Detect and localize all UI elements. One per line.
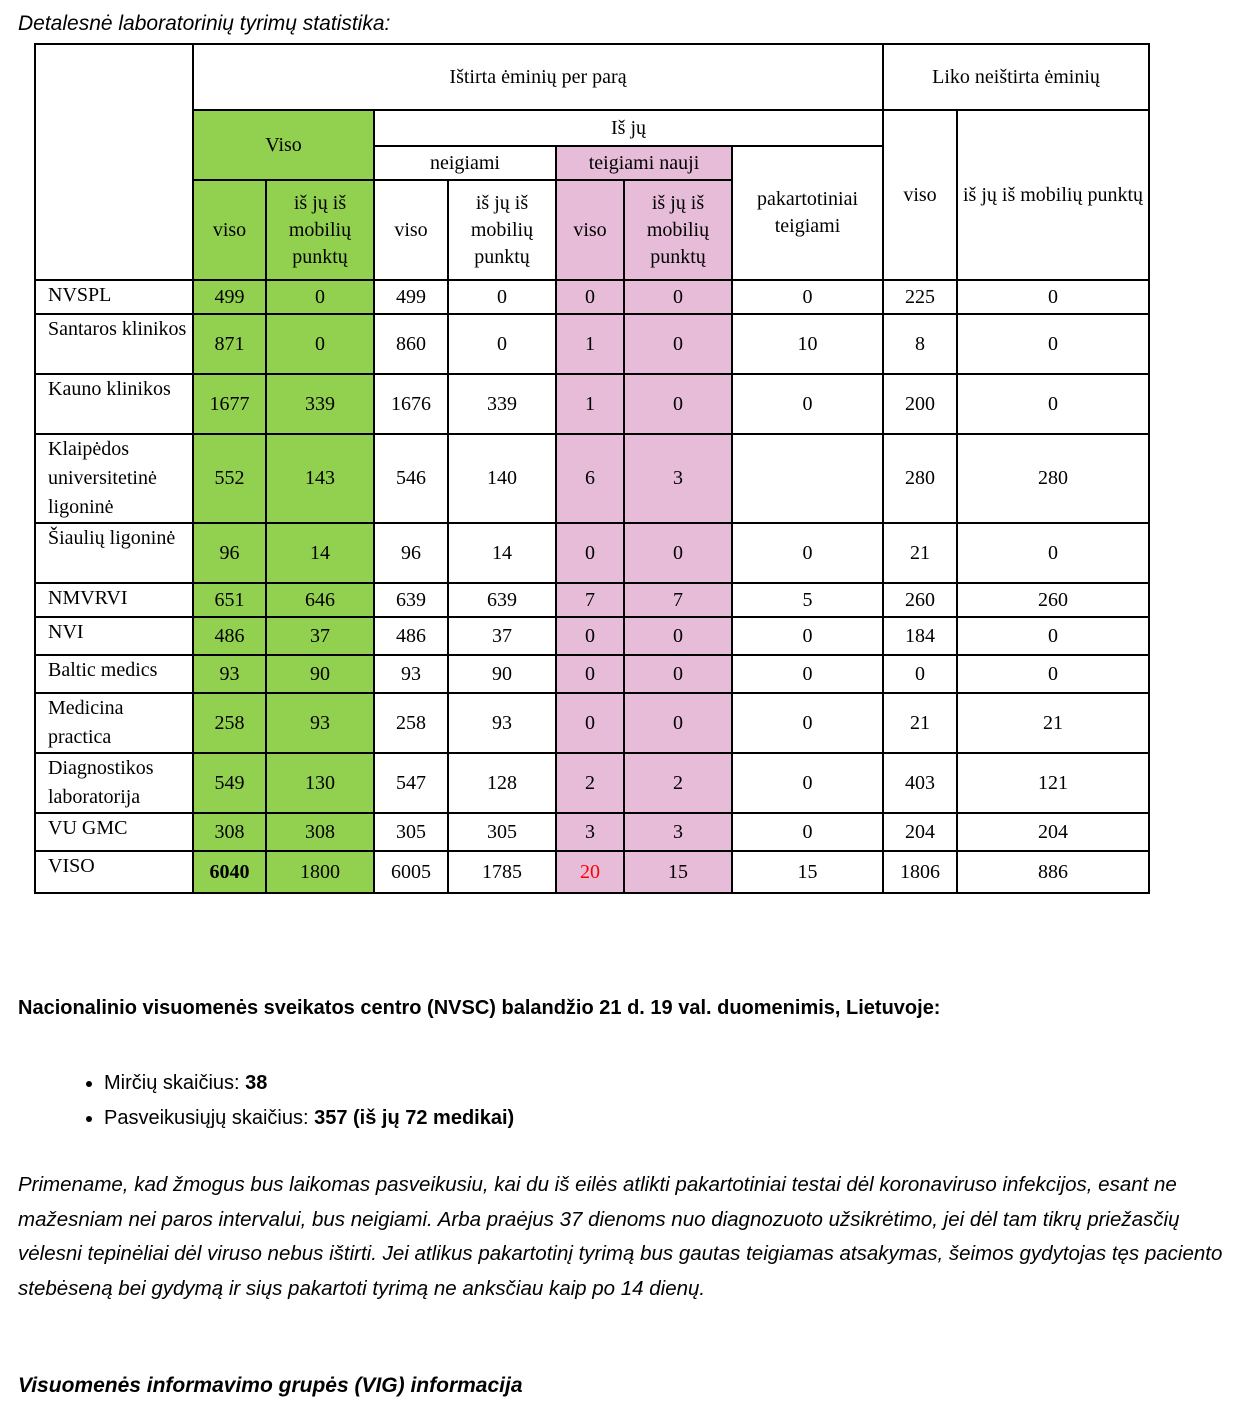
cell-repeat: 0 [732, 813, 883, 851]
cell-repeat: 0 [732, 753, 883, 813]
cell-total: 499 [193, 280, 266, 314]
cell-total-mobile: 14 [266, 523, 374, 583]
cell-pos: 7 [556, 583, 624, 617]
cell-pos-mobile: 0 [624, 280, 732, 314]
cell-rem-mobile: 0 [957, 314, 1149, 374]
table-row [35, 655, 1149, 693]
cell-repeat: 0 [732, 655, 883, 693]
cell-rem-mobile: 260 [957, 583, 1149, 617]
cell-rem: 200 [883, 374, 957, 434]
cell-repeat: 5 [732, 583, 883, 617]
cell-total-mobile: 143 [266, 434, 374, 523]
table-caption: Detalesnė laboratorinių tyrimų statistika: [18, 12, 391, 35]
cell-neg-mobile: 1785 [448, 851, 556, 893]
lab-name-cell: VISO [35, 851, 193, 893]
cell-repeat: 0 [732, 523, 883, 583]
cell-neg-mobile: 14 [448, 523, 556, 583]
cell-rem: 1806 [883, 851, 957, 893]
cell-pos: 0 [556, 280, 624, 314]
cell-repeat: 0 [732, 374, 883, 434]
cell-total: 6040 [193, 851, 266, 893]
header-total-group: Viso [193, 110, 374, 180]
lab-name-cell: Kauno klinikos [35, 374, 193, 434]
cell-pos: 6 [556, 434, 624, 523]
lab-name-cell: Medicina practica [35, 693, 193, 753]
cell-repeat: 0 [732, 280, 883, 314]
cell-rem: 260 [883, 583, 957, 617]
list-item-deaths [104, 1066, 514, 1101]
table-row [35, 523, 1149, 583]
lab-name-cell: Baltic medics [35, 655, 193, 693]
cell-rem-mobile: 21 [957, 693, 1149, 753]
cell-rem-mobile: 0 [957, 374, 1149, 434]
cell-neg-mobile: 639 [448, 583, 556, 617]
cell-total: 1677 [193, 374, 266, 434]
cell-rem-mobile: 0 [957, 280, 1149, 314]
cell-pos-mobile: 15 [624, 851, 732, 893]
cell-total-mobile: 0 [266, 314, 374, 374]
header-positive-total: viso [556, 180, 624, 280]
recovery-note: Primename, kad žmogus bus laikomas pasveikusiu, kai du iš eilės atlikti pakartotiniai testai dėl koronaviruso infekcijos, esant ne mažesniam nei paros intervalui, bus neigiami. Arba praėjus 37 dienoms nuo diagnozuoto užsikrėtimo, jei dėl tam tikrų priežasčių vėlesni tepinėliai dėl viruso nebus ištirti. Jei atlikus pakartotinį tyrimą bus gautas teigiamas atsakymas, šeimos gydytojas tęs paciento stebėseną bei gydymą ir siųs pakartoti tyrimą ne anksčiau kaip po 14 dienų. [18, 1173, 1223, 1300]
nvsc-heading: Nacionalinio visuomenės sveikatos centro (NVSC) balandžio 21 d. 19 val. duomenimis, Lietuvoje: [18, 997, 941, 1019]
cell-repeat: 0 [732, 617, 883, 655]
table-row [35, 374, 1149, 434]
cell-pos: 0 [556, 523, 624, 583]
nvsc-stats-list [58, 1066, 514, 1136]
cell-total: 486 [193, 617, 266, 655]
cell-rem-mobile: 0 [957, 655, 1149, 693]
cell-neg: 1676 [374, 374, 448, 434]
cell-rem-mobile: 280 [957, 434, 1149, 523]
cell-total: 96 [193, 523, 266, 583]
cell-pos-mobile: 0 [624, 617, 732, 655]
header-repeat-positive: pakartotiniai teigiami [732, 146, 883, 280]
cell-rem: 225 [883, 280, 957, 314]
cell-pos-mobile: 0 [624, 314, 732, 374]
cell-neg-mobile: 90 [448, 655, 556, 693]
header-remaining-untested: Liko neištirta ėminių [883, 44, 1149, 110]
stat-label: Pasveikusiųjų skaičius: [104, 1107, 315, 1129]
cell-total-mobile: 130 [266, 753, 374, 813]
cell-total-mobile: 0 [266, 280, 374, 314]
cell-neg-mobile: 339 [448, 374, 556, 434]
cell-neg: 93 [374, 655, 448, 693]
list-item-recovered [104, 1101, 514, 1136]
cell-neg-mobile: 93 [448, 693, 556, 753]
cell-neg: 639 [374, 583, 448, 617]
lab-name-cell: Santaros klinikos [35, 314, 193, 374]
cell-rem: 184 [883, 617, 957, 655]
stat-label: Mirčių skaičius: [104, 1072, 246, 1094]
cell-rem: 0 [883, 655, 957, 693]
cell-total-mobile: 90 [266, 655, 374, 693]
cell-pos-mobile: 7 [624, 583, 732, 617]
header-negative-total: viso [374, 180, 448, 280]
cell-rem-mobile: 886 [957, 851, 1149, 893]
cell-neg: 96 [374, 523, 448, 583]
cell-repeat: 15 [732, 851, 883, 893]
cell-rem-mobile: 0 [957, 523, 1149, 583]
header-lab-blank [35, 44, 193, 280]
cell-pos: 0 [556, 617, 624, 655]
table-row [35, 813, 1149, 851]
cell-pos: 0 [556, 655, 624, 693]
cell-total-mobile: 339 [266, 374, 374, 434]
cell-total-mobile: 37 [266, 617, 374, 655]
cell-pos: 0 [556, 693, 624, 753]
header-remaining-total: viso [883, 110, 957, 280]
lab-name-cell: Klaipėdos universitetinė ligoninė [35, 434, 193, 523]
cell-pos-mobile: 3 [624, 434, 732, 523]
lab-name-cell: NVI [35, 617, 193, 655]
cell-pos: 1 [556, 374, 624, 434]
cell-neg: 860 [374, 314, 448, 374]
lab-name-cell: Diagnostikos laboratorija [35, 753, 193, 813]
cell-rem-mobile: 121 [957, 753, 1149, 813]
cell-neg: 547 [374, 753, 448, 813]
cell-rem: 403 [883, 753, 957, 813]
lab-name-cell: NMVRVI [35, 583, 193, 617]
header-negative-mobile: iš jų iš mobilių punktų [448, 180, 556, 280]
cell-pos-mobile: 0 [624, 523, 732, 583]
lab-name-cell: Šiaulių ligoninė [35, 523, 193, 583]
cell-total-mobile: 308 [266, 813, 374, 851]
cell-total-mobile: 1800 [266, 851, 374, 893]
cell-neg-mobile: 140 [448, 434, 556, 523]
table-row [35, 280, 1149, 314]
lab-name-cell: VU GMC [35, 813, 193, 851]
cell-neg-mobile: 0 [448, 314, 556, 374]
cell-total: 552 [193, 434, 266, 523]
cell-total: 549 [193, 753, 266, 813]
cell-total-mobile: 646 [266, 583, 374, 617]
cell-pos-mobile: 0 [624, 374, 732, 434]
header-total-mobile: iš jų iš mobilių punktų [266, 180, 374, 280]
cell-repeat: 10 [732, 314, 883, 374]
table-row [35, 753, 1149, 813]
cell-neg-mobile: 0 [448, 280, 556, 314]
header-remaining-mobile: iš jų iš mobilių punktų [957, 110, 1149, 280]
cell-neg: 546 [374, 434, 448, 523]
header-positive-new: teigiami nauji [556, 146, 732, 180]
cell-rem: 204 [883, 813, 957, 851]
cell-rem: 280 [883, 434, 957, 523]
cell-repeat [732, 434, 883, 523]
vig-heading: Visuomenės informavimo grupės (VIG) informacija [18, 1374, 523, 1397]
cell-total: 93 [193, 655, 266, 693]
cell-pos-mobile: 0 [624, 655, 732, 693]
cell-total-mobile: 93 [266, 693, 374, 753]
cell-neg: 486 [374, 617, 448, 655]
cell-pos: 3 [556, 813, 624, 851]
cell-neg: 258 [374, 693, 448, 753]
cell-pos: 1 [556, 314, 624, 374]
header-negative: neigiami [374, 146, 556, 180]
cell-neg-mobile: 128 [448, 753, 556, 813]
cell-rem-mobile: 0 [957, 617, 1149, 655]
cell-total: 308 [193, 813, 266, 851]
cell-total: 871 [193, 314, 266, 374]
table-row [35, 314, 1149, 374]
cell-neg: 6005 [374, 851, 448, 893]
cell-rem: 8 [883, 314, 957, 374]
stat-value: 357 (iš jų 72 medikai) [314, 1107, 515, 1129]
header-of-which: Iš jų [374, 110, 883, 146]
cell-repeat: 0 [732, 693, 883, 753]
cell-pos-mobile: 2 [624, 753, 732, 813]
header-total-total: viso [193, 180, 266, 280]
cell-neg: 305 [374, 813, 448, 851]
table-row [35, 617, 1149, 655]
cell-pos: 2 [556, 753, 624, 813]
cell-neg-mobile: 305 [448, 813, 556, 851]
stat-value: 38 [245, 1072, 268, 1094]
lab-statistics-table [34, 43, 1150, 894]
header-positive-mobile: iš jų iš mobilių punktų [624, 180, 732, 280]
cell-total: 258 [193, 693, 266, 753]
table-row [35, 583, 1149, 617]
table-row [35, 434, 1149, 523]
cell-neg-mobile: 37 [448, 617, 556, 655]
lab-name-cell: NVSPL [35, 280, 193, 314]
cell-total: 651 [193, 583, 266, 617]
table-total-row [35, 851, 1149, 893]
table-row [35, 693, 1149, 753]
cell-pos-mobile: 0 [624, 693, 732, 753]
cell-rem: 21 [883, 693, 957, 753]
cell-rem-mobile: 204 [957, 813, 1149, 851]
header-tested-per-day: Ištirta ėminių per parą [193, 44, 883, 110]
cell-neg: 499 [374, 280, 448, 314]
cell-pos-mobile: 3 [624, 813, 732, 851]
cell-rem: 21 [883, 523, 957, 583]
cell-pos: 20 [556, 851, 624, 893]
